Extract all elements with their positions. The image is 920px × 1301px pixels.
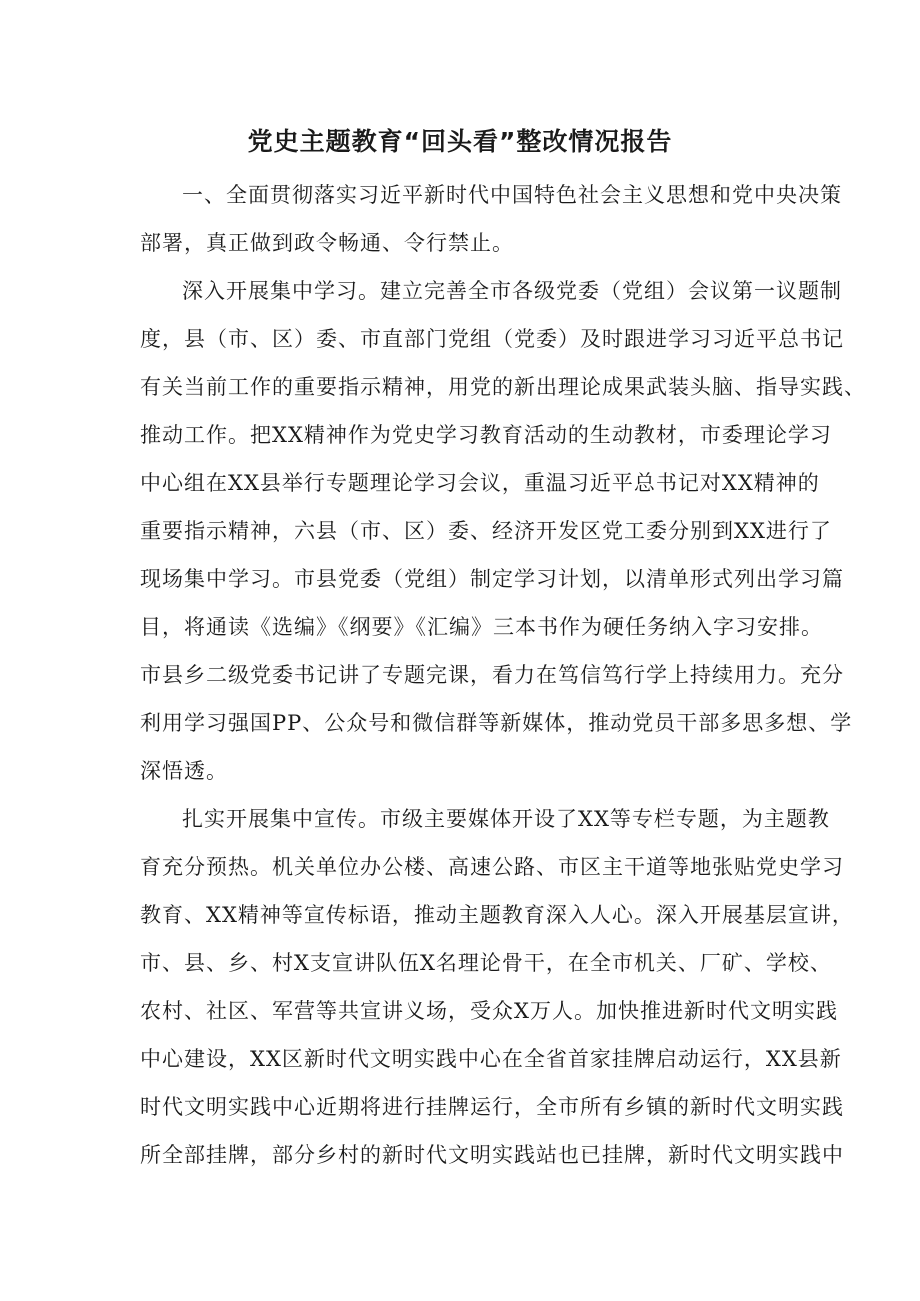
text-line: 时代文明实践中心近期将进行挂牌运行，全市所有乡镇的新时代文明实践 bbox=[140, 1095, 844, 1119]
text-line: 推动工作。把XX精神作为党史学习教育活动的生动教材，市委理论学习 bbox=[140, 423, 832, 447]
text-line: 一、全面贯彻落实习近平新时代中国特色社会主义思想和党中央决策 bbox=[182, 183, 842, 207]
text-line: 扎实开展集中宣传。市级主要媒体开设了XX等专栏专题，为主题教 bbox=[182, 807, 830, 831]
text-line: 中心建设，XX区新时代文明实践中心在全省首家挂牌启动运行，XX县新 bbox=[140, 1047, 842, 1071]
text-line: 育充分预热。机关单位办公楼、高速公路、市区主干道等地张贴党史学习 bbox=[140, 855, 844, 879]
text-line: 市、县、乡、村X支宣讲队伍X名理论骨干，在全市机关、厂矿、学校、 bbox=[140, 951, 832, 975]
text-line: 深悟透。 bbox=[140, 759, 228, 783]
text-line: 重要指示精神，六县（市、区）委、经济开发区党工委分别到XX进行了 bbox=[140, 519, 832, 543]
text-line: 部署，真正做到政令畅通、令行禁止。 bbox=[140, 231, 514, 255]
document-title: 党史主题教育“回头看”整改情况报告 bbox=[247, 127, 673, 156]
text-line: 农村、社区、军营等共宣讲义场，受众X万人。加快推进新时代文明实践 bbox=[140, 999, 838, 1023]
text-line: 有关当前工作的重要指示精神，用党的新出理论成果武装头脑、指导实践、 bbox=[140, 375, 866, 399]
text-line: 利用学习强国PP、公众号和微信群等新媒体，推动党员干部多思多想、学 bbox=[140, 711, 853, 735]
text-line: 市县乡二级党委书记讲了专题完课，看力在笃信笃行学上持续用力。充分 bbox=[140, 663, 844, 687]
text-line: 所全部挂牌，部分乡村的新时代文明实践站也已挂牌，新时代文明实践中 bbox=[140, 1143, 844, 1167]
text-line: 目，将通读《选编》《纲要》《汇编》三本书作为硬任务纳入字习安排。 bbox=[140, 615, 823, 639]
text-line: 教育、XX精神等宣传标语，推动主题教育深入人心。深入开展基层宣讲， bbox=[140, 903, 854, 927]
text-line: 现场集中学习。市县党委（党组）制定学习计划，以清单形式列出学习篇 bbox=[140, 567, 844, 591]
text-line: 深入开展集中学习。建立完善全市各级党委（党组）会议第一议题制 bbox=[182, 279, 842, 303]
text-line: 度，县（市、区）委、市直部门党组（党委）及时跟进学习习近平总书记 bbox=[140, 327, 844, 351]
text-line: 中心组在XX县举行专题理论学习会议，重温习近平总书记对XX精神的 bbox=[140, 471, 820, 495]
